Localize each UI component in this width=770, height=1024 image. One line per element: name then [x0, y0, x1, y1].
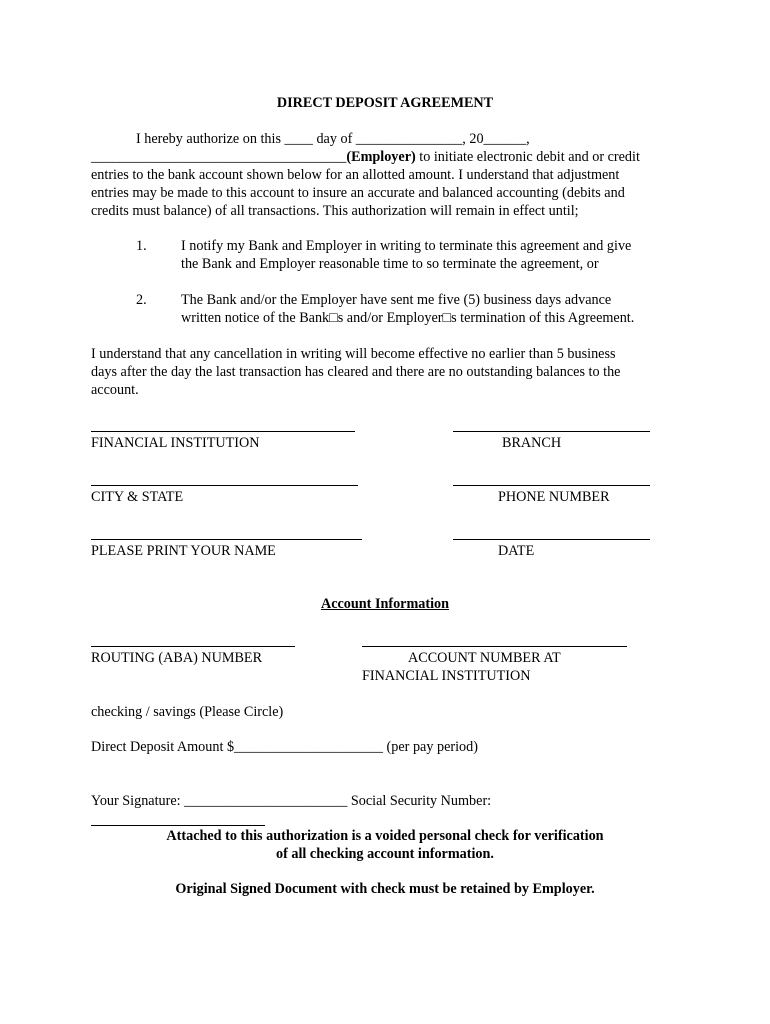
direct-deposit-amount-field[interactable]: Direct Deposit Amount $_____________________ (per pay period) — [91, 739, 478, 755]
branch-line[interactable] — [453, 431, 650, 432]
attached-check-note-line-2: of all checking account information. — [276, 846, 494, 862]
condition-2-line-1: The Bank and/or the Employer have sent me five (5) business days advance — [181, 292, 612, 308]
routing-number-line[interactable] — [91, 646, 295, 647]
account-number-label-line-1: ACCOUNT NUMBER AT — [408, 650, 561, 666]
signature-ssn-field[interactable]: Your Signature: _______________________ Social Security Number: — [91, 793, 492, 809]
financial-institution-label: FINANCIAL INSTITUTION — [91, 435, 260, 451]
attached-check-note-line-1: Attached to this authorization is a voided personal check for verification — [166, 828, 604, 844]
intro-line-1: I hereby authorize on this ____ day of _______________, 20______, — [136, 131, 530, 147]
cancellation-line-2: days after the day the last transaction has cleared and there are no outstanding balances to the — [91, 364, 621, 380]
condition-1-line-1: I notify my Bank and Employer in writing to terminate this agreement and give — [181, 238, 632, 254]
intro-line-2 — [91, 148, 640, 166]
retention-note: Original Signed Document with check must be retained by Employer. — [175, 881, 595, 897]
employer-blank: ____________________________________ — [91, 149, 347, 165]
cancellation-line-1: I understand that any cancellation in writing will become effective no earlier than 5 business — [91, 346, 616, 362]
account-number-label-line-2: FINANCIAL INSTITUTION — [362, 668, 531, 684]
condition-1-number: 1. — [136, 238, 147, 254]
print-name-line[interactable] — [91, 539, 362, 540]
print-name-label: PLEASE PRINT YOUR NAME — [91, 543, 276, 559]
intro-line-4: entries may be made to this account to insure an accurate and balanced accounting (debits and — [91, 185, 625, 201]
intro-line-5: credits must balance) of all transactions. This authorization will remain in effect until; — [91, 203, 579, 219]
document-title: DIRECT DEPOSIT AGREEMENT — [276, 95, 494, 111]
account-number-line[interactable] — [362, 646, 627, 647]
condition-2-number: 2. — [136, 292, 147, 308]
condition-2-line-2: written notice of the Bank□s and/or Employer□s termination of this Agreement. — [181, 310, 635, 326]
phone-number-label: PHONE NUMBER — [498, 489, 610, 505]
checking-savings-choice[interactable]: checking / savings (Please Circle) — [91, 704, 284, 720]
intro-line-3: entries to the bank account shown below for an allotted amount. I understand that adjustment — [91, 167, 620, 183]
employer-label: (Employer) — [346, 149, 416, 165]
intro-line-2-rest: to initiate electronic debit and or credit — [415, 149, 640, 165]
city-state-line[interactable] — [91, 485, 358, 486]
routing-number-label: ROUTING (ABA) NUMBER — [91, 650, 263, 666]
ssn-line[interactable] — [91, 825, 265, 826]
branch-label: BRANCH — [502, 435, 562, 451]
phone-number-line[interactable] — [453, 485, 650, 486]
financial-institution-line[interactable] — [91, 431, 355, 432]
date-line[interactable] — [453, 539, 650, 540]
city-state-label: CITY & STATE — [91, 489, 184, 505]
cancellation-line-3: account. — [91, 382, 139, 398]
condition-1-line-2: the Bank and Employer reasonable time to so terminate the agreement, or — [181, 256, 599, 272]
date-label: DATE — [498, 543, 535, 559]
account-information-heading: Account Information — [320, 596, 450, 612]
